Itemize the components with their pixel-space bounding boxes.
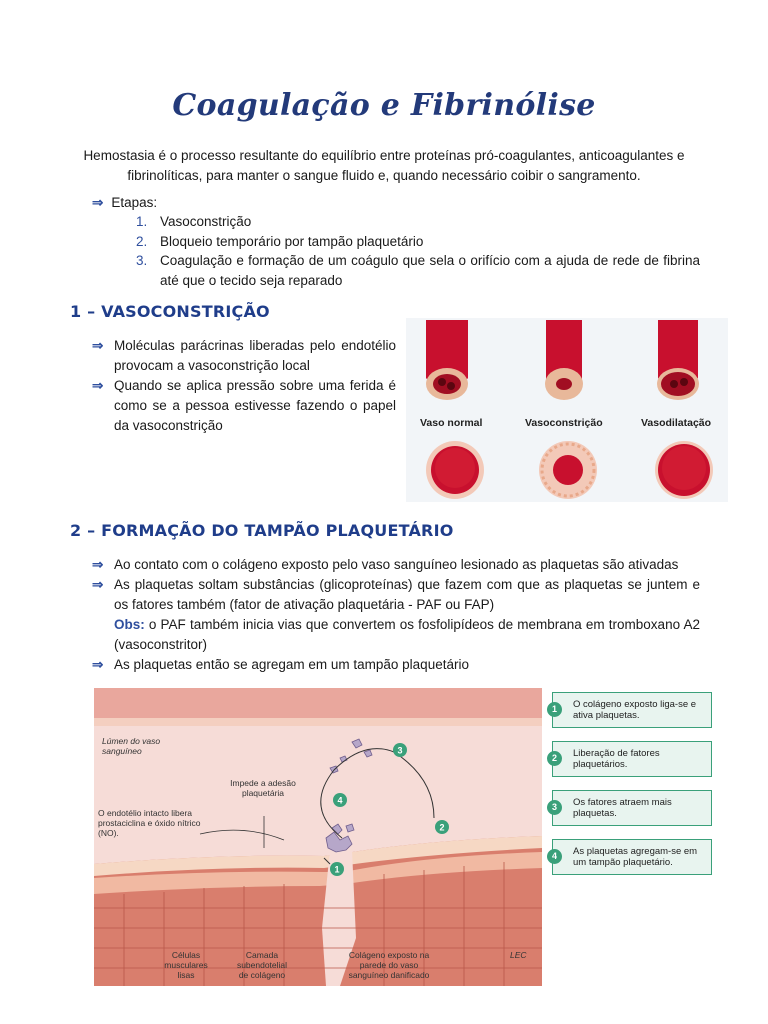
etapas-label: Etapas:: [111, 195, 158, 210]
bullet-text: As plaquetas então se agregam em um tampão plaquetário: [114, 657, 469, 672]
arrow-icon: ⇒: [92, 577, 104, 592]
section-heading-tampao: 2 – FORMAÇÃO DO TAMPÃO PLAQUETÁRIO: [70, 521, 454, 540]
etapas-list: [136, 212, 700, 290]
obs-note: [92, 615, 700, 655]
bullet-text: Moléculas parácrinas liberadas pelo endotélio provocam a vasoconstrição local: [114, 338, 396, 373]
figure-legend: [552, 692, 712, 888]
vessel-constricted-tube: [545, 320, 583, 400]
legend-text: Liberação de fatores plaquetários.: [573, 748, 660, 770]
arrow-icon: ⇒: [92, 557, 104, 572]
legend-text: O colágeno exposto liga-se e ativa plaquetas.: [573, 699, 697, 721]
label-lec: LEC: [510, 950, 527, 960]
vessel-figure: [406, 318, 728, 502]
legend-item: [552, 692, 712, 728]
marker-label: 3: [397, 745, 403, 756]
page-title: Coagulação e Fibrinólise: [172, 88, 596, 123]
label-camada: Camada subendotelial de colágeno: [236, 950, 288, 980]
label-impede: Impede a adesão plaquetária: [230, 778, 296, 798]
list-item: [136, 232, 700, 252]
step-badge: 1: [547, 702, 562, 717]
legend-text: As plaquetas agregam-se em um tampão plaquetário.: [573, 846, 698, 868]
step-badge: 4: [547, 849, 562, 864]
leader-endotelio: [200, 830, 284, 840]
cross-section-dilated: [655, 441, 713, 499]
step-text: Vasoconstrição: [160, 214, 252, 229]
top-wall: [94, 688, 542, 722]
arrow-icon: ⇒: [92, 195, 104, 210]
list-item: [136, 212, 700, 232]
step-text: Bloqueio temporário por tampão plaquetário: [160, 233, 424, 249]
bullet-text: As plaquetas soltam substâncias (glicoproteínas) que fazem com que as plaquetas se juntem e os fatores também (fator de ativação plaquetária - PAF ou FAP): [114, 577, 700, 612]
obs-text: o PAF também inicia vias que convertem os fosfolipídeos de membrana em tromboxano A2 (vasoconstritor): [114, 617, 700, 652]
legend-text: Os fatores atraem mais plaquetas.: [573, 797, 672, 819]
caption-vasodilatacao: Vasodilatação: [641, 417, 712, 429]
marker-label: 4: [337, 795, 343, 806]
vessel-normal-tube: [426, 320, 468, 400]
step-number: 3.: [136, 253, 148, 268]
section-heading-vasoconstricao: 1 – VASOCONSTRIÇÃO: [70, 302, 270, 321]
marker-label: 2: [439, 822, 445, 833]
list-item: [92, 376, 396, 436]
legend-item: [552, 741, 712, 777]
cross-section-normal: [426, 441, 484, 499]
list-item: [92, 555, 700, 575]
label-lumen: Lúmen do vaso sanguíneo: [102, 736, 161, 756]
bullet-text: Quando se aplica pressão sobre uma ferida é como se a pessoa estivesse fazendo o papel da vasoconstrição: [114, 378, 396, 433]
platelet-plug-figure: [94, 688, 542, 986]
section2-bullets: [92, 555, 700, 675]
arrow-icon: ⇒: [92, 378, 104, 393]
label-celulas: Células musculares lisas: [164, 950, 208, 980]
platelet-plug: [326, 824, 354, 852]
legend-item: [552, 790, 712, 826]
list-item: [92, 655, 700, 675]
arrow-icon: ⇒: [92, 338, 104, 353]
cross-section-constricted: [539, 441, 597, 499]
top-endothelium: [94, 718, 542, 726]
step-text: Coagulação e formação de um coágulo que sela o orifício com a ajuda de rede de fibrina até que o tecido seja reparado: [160, 253, 700, 288]
label-endotelio: O endotélio intacto libera prostaciclina e óxido nítrico (NO).: [98, 808, 201, 838]
marker-label: 1: [334, 864, 340, 875]
vessel-dilated-tube: [657, 320, 699, 400]
step-number: 1.: [136, 214, 148, 229]
obs-label: Obs:: [114, 617, 145, 632]
label-colageno: Colágeno exposto na parede do vaso sanguíneo danificado: [348, 950, 430, 980]
list-item: [136, 251, 700, 290]
step-badge: 3: [547, 800, 562, 815]
etapas-bullet: [92, 193, 157, 213]
bullet-text: Ao contato com o colágeno exposto pelo vaso sanguíneo lesionado as plaquetas são ativadas: [114, 557, 679, 572]
list-item: [92, 336, 396, 376]
caption-vasoconstricao: Vasoconstrição: [525, 417, 603, 429]
vessel-illustration: [406, 318, 728, 502]
section1-bullets: [92, 336, 396, 436]
list-item: [92, 575, 700, 615]
legend-item: [552, 839, 712, 875]
arrow-icon: ⇒: [92, 657, 104, 672]
step-badge: 2: [547, 751, 562, 766]
caption-vaso-normal: Vaso normal: [420, 417, 483, 429]
step-number: 2.: [136, 233, 148, 249]
intro-paragraph: Hemostasia é o processo resultante do equilíbrio entre proteínas pró-coagulantes, anticoagulantes e fibrinolíticas, para manter o sangue fluido e, quando necessário coibir o sangramento.: [83, 148, 685, 183]
